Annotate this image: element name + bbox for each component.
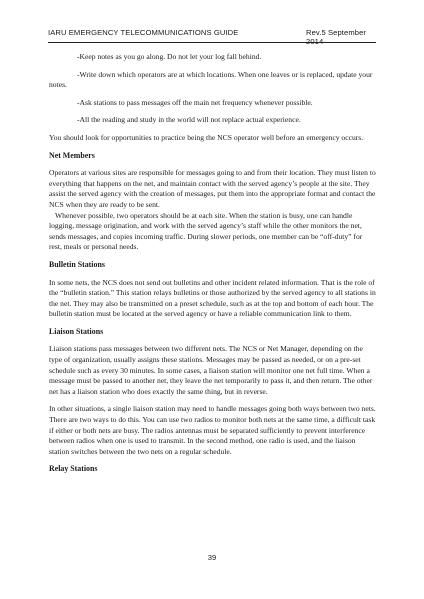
- bullet-item: -Keep notes as you go along. Do not let your log fall behind.: [77, 52, 262, 61]
- net-members-paragraph: Whenever possible, two operators should be at each site. When the station is busy, one can handle logging, message origination, and work with the served agency’s staff while the other monitors the net, sends messages, and copies incoming traffic. During slower periods, one member can be “off-duty” for rest, meals or personal needs.: [49, 210, 363, 252]
- section-heading-net-members: Net Members: [49, 150, 95, 160]
- liaison-stations-paragraph: In other situations, a single liaison station may need to handle messages going both ways between two nets. There are two ways to do this. You can use two radios to monitor both nets at the same time, a difficult task if either or both nets are busy. The radios antennas must be separated sufficiently to prevent interference between radios when one is used to transmit. In the second method, one radio is used, and the liaison station switches between the two nets on a regular schedule.: [49, 404, 376, 456]
- liaison-stations-paragraph: Liaison stations pass messages between two different nets. The NCS or Net Manager, depending on the type of organization, usually assigns these stations. Messages may be passed as needed, or on a pre-set schedule such as every 30 minutes. In some cases, a liaison station will monitor one net full time. When a message must be passed to another net, they leave the net temporarily to pass it, and then return. The other net has a liaison station who does exactly the same thing, but in reverse.: [49, 344, 373, 396]
- section-heading-liaison-stations: Liaison Stations: [49, 326, 104, 336]
- header-rule: [48, 42, 376, 43]
- bullet-item: -All the reading and study in the world will not replace actual experience.: [77, 115, 301, 125]
- intro-paragraph: You should look for opportunities to practice being the NCS operator well before an emergency occurs.: [49, 132, 364, 142]
- net-members-paragraph: Operators at various sites are responsible for messages going to and from their location. They must listen to everything that happens on the net, and maintain contact with the served agency’s people at the site. They assist the served agency with the creation of messages, put them into the appropriate format and contact the NCS when they are ready to be sent.: [49, 168, 376, 209]
- bullet-item: -Write down which operators are at which locations. When one leaves or is replaced, update your notes.: [49, 69, 373, 90]
- page-body: [49, 52, 376, 482]
- bulletin-stations-paragraph: In some nets, the NCS does not send out bulletins and other incident related information. That is the role of the “bulletin station.” This station relays bulletins or those authorized by the served agency to all stations in the net. They may also be transmitted on a preset schedule, such as at the top and bottom of each hour. The bulletin station must be located at the served agency or have a reliable communication link to them.: [49, 277, 376, 319]
- bullet-item: -Ask stations to pass messages off the main net frequency whenever possible.: [77, 97, 313, 107]
- document-title: IARU EMERGENCY TELECOMMUNICATIONS GUIDE: [48, 28, 239, 37]
- section-heading-relay-stations: Relay Stations: [49, 464, 98, 474]
- revision-label: Rev.5 September 2014: [306, 28, 367, 46]
- section-heading-bulletin-stations: Bulletin Stations: [49, 259, 105, 269]
- page-number: 39: [207, 553, 217, 562]
